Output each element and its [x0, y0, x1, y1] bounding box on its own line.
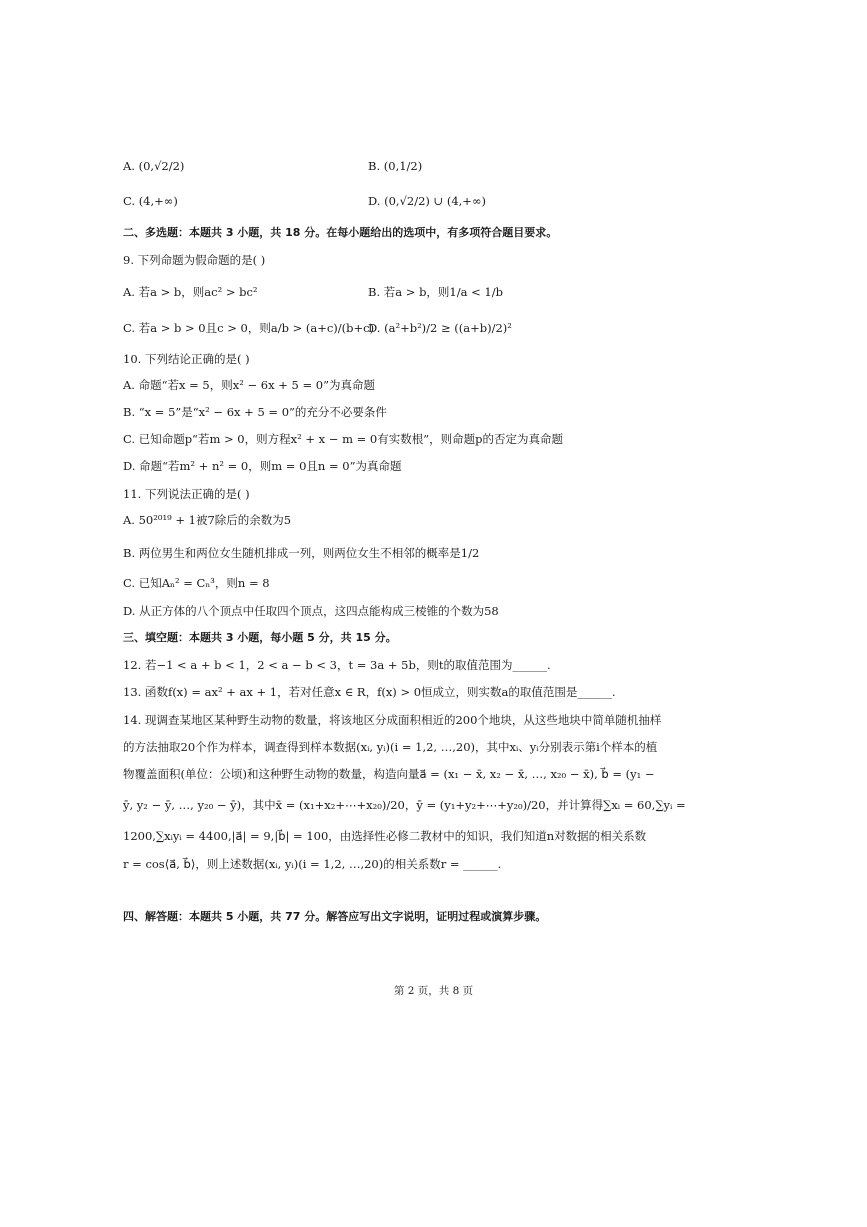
section-heading: 三、填空题：本题共 3 小题，每小题 5 分，共 15 分。 — [123, 631, 397, 644]
text-line: C. 若a > b > 0且c > 0，则a/b > (a+c)/(b+c) — [123, 321, 375, 335]
text-line: 14. 现调查某地区某种野生动物的数量，将该地区分成面积相近的200个地块，从这些地块中简单随机抽样 — [123, 713, 662, 727]
text-line: C. 已知命题p“若m > 0，则方程x² + x − m = 0有实数根”，则命题p的否定为真命题 — [123, 432, 563, 446]
text-line: D. 从正方体的八个顶点中任取四个顶点，这四点能构成三棱锥的个数为58 — [123, 604, 499, 618]
option-right-column: B. 若a > b，则1/a < 1/b — [368, 285, 503, 299]
text-line: 9. 下列命题为假命题的是( ) — [123, 253, 266, 267]
text-line: 物覆盖面积(单位：公顷)和这种野生动物的数量，构造向量a⃗ = (x₁ − x̄, x₂ − x̄, …, x₂₀ − x̄), b⃗ = (y₁ − — [123, 767, 655, 781]
text-line: A. 命题“若x = 5，则x² − 6x + 5 = 0”为真命题 — [123, 378, 375, 392]
option-right-column: B. (0,1/2) — [368, 159, 423, 173]
text-line: 11. 下列说法正确的是( ) — [123, 487, 250, 501]
text-line: 12. 若−1 < a + b < 1，2 < a − b < 3，t = 3a + 5b，则t的取值范围为______. — [123, 658, 551, 672]
section-heading: 四、解答题：本题共 5 小题，共 77 分。解答应写出文字说明，证明过程或演算步骤。 — [123, 910, 547, 923]
text-line: A. 50²⁰¹⁹ + 1被7除后的余数为5 — [123, 513, 292, 527]
text-line: B. “x = 5”是“x² − 6x + 5 = 0”的充分不必要条件 — [123, 405, 387, 419]
text-line: C. (4,+∞) — [123, 194, 178, 208]
text-line: D. 命题“若m² + n² = 0，则m = 0且n = 0”为真命题 — [123, 459, 402, 473]
option-right-column: D. (a²+b²)/2 ≥ ((a+b)/2)² — [368, 321, 512, 335]
text-line: 的方法抽取20个作为样本，调查得到样本数据(xᵢ, yᵢ)(i = 1,2, …,20)，其中xᵢ、yᵢ分别表示第i个样本的植 — [123, 740, 658, 754]
option-right-column: D. (0,√2/2) ∪ (4,+∞) — [368, 194, 487, 208]
text-line: A. (0,√2/2) — [123, 159, 185, 173]
text-line: B. 两位男生和两位女生随机排成一列，则两位女生不相邻的概率是1/2 — [123, 546, 480, 560]
text-line: 13. 函数f(x) = ax² + ax + 1，若对任意x ∈ R，f(x) > 0恒成立，则实数a的取值范围是______. — [123, 685, 616, 699]
text-line: ȳ, y₂ − ȳ, …, y₂₀ − ȳ)，其中x̄ = (x₁+x₂+⋯+x₂₀)/20，ȳ = (y₁+y₂+⋯+y₂₀)/20，并计算得∑xᵢ = 60,∑yᵢ = — [123, 798, 686, 812]
text-line: A. 若a > b，则ac² > bc² — [123, 285, 258, 299]
page-footer: 第 2 页，共 8 页 — [393, 985, 474, 997]
text-line: C. 已知Aₙ² = Cₙ³，则n = 8 — [123, 576, 270, 590]
text-line: r = cos⟨a⃗, b⃗⟩，则上述数据(xᵢ, yᵢ)(i = 1,2, …,20)的相关系数r = ______. — [123, 857, 502, 871]
text-line: 10. 下列结论正确的是( ) — [123, 352, 250, 366]
text-line: 1200,∑xᵢyᵢ = 4400,|a⃗| = 9,|b⃗| = 100，由选择性必修二教材中的知识，我们知道n对数据的相关系数 — [123, 829, 647, 843]
section-heading: 二、多选题：本题共 3 小题，共 18 分。在每小题给出的选项中，有多项符合题目要求。 — [123, 226, 558, 239]
